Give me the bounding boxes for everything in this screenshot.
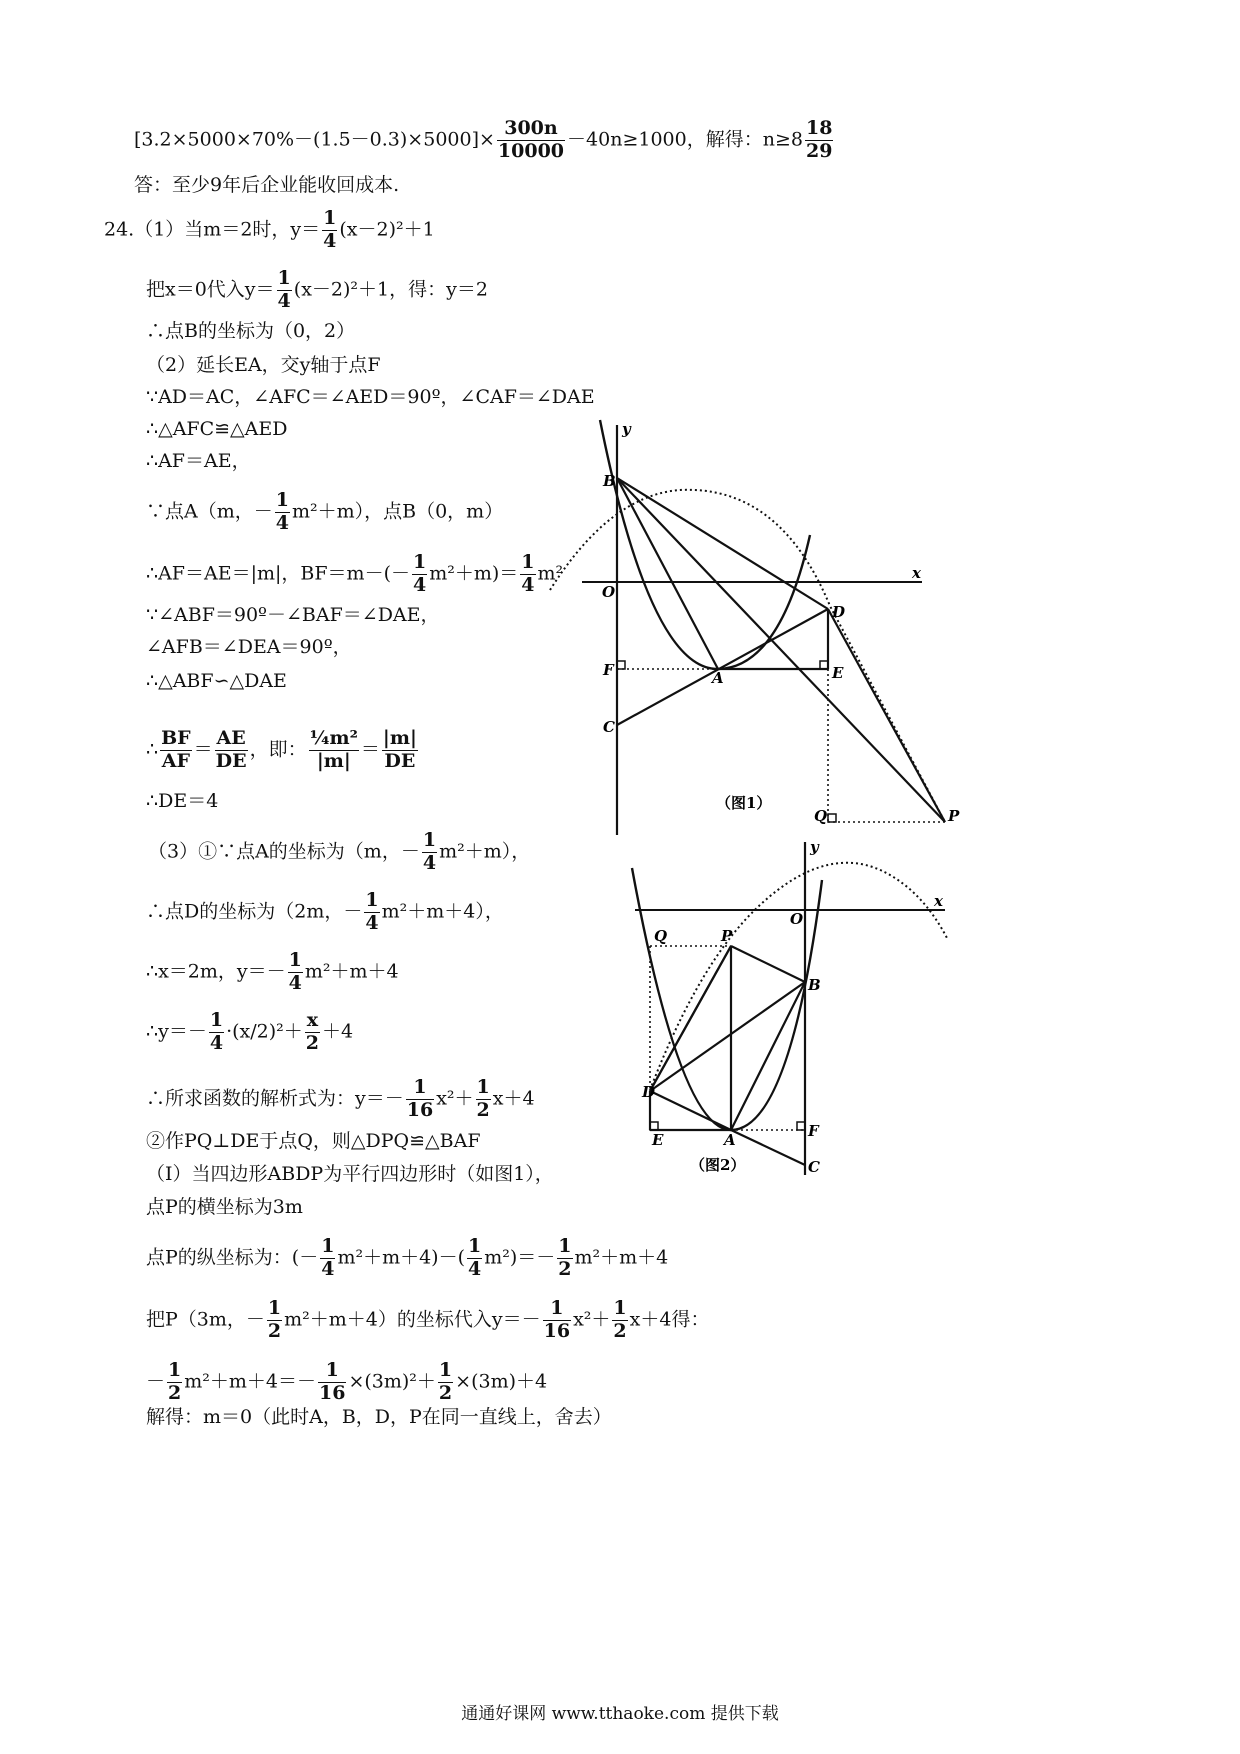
text-segment: m²＋m＋4 <box>304 960 399 983</box>
text-segment: ＝ <box>193 738 213 761</box>
fraction <box>497 118 565 163</box>
svg-text:F: F <box>808 1122 819 1140</box>
svg-text:O: O <box>790 910 804 928</box>
svg-text:（图2）: （图2） <box>690 1156 746 1174</box>
numerator: 1 <box>476 1076 490 1098</box>
denominator: 2 <box>613 1319 627 1342</box>
text-line: ∴△AFC≌△AED <box>146 418 288 440</box>
text-line <box>146 890 504 935</box>
denominator: 2 <box>305 1031 319 1054</box>
denominator: 2 <box>558 1257 572 1280</box>
page-footer: 通通好课网 www.tthaoke.com 提供下载 <box>461 1704 779 1724</box>
fraction <box>309 728 359 773</box>
text-segment: x＋4得： <box>629 1308 710 1331</box>
text-line: ∴DE＝4 <box>146 790 219 812</box>
denominator: DE <box>215 749 247 772</box>
numerator: 1 <box>468 1235 482 1257</box>
text-line <box>146 552 563 597</box>
svg-text:O: O <box>602 583 616 601</box>
text-line: （Ⅰ）当四边形ABDP为平行四边形时（如图1）， <box>146 1163 554 1185</box>
fraction <box>160 728 192 773</box>
text-segment: －40n≥1000，解得：n≥8 <box>567 128 803 151</box>
svg-text:C: C <box>603 718 615 736</box>
numerator: 1 <box>267 1297 282 1319</box>
denominator: 4 <box>521 573 535 596</box>
svg-text:E: E <box>652 1131 664 1149</box>
svg-text:P: P <box>948 807 960 825</box>
numerator: 1 <box>323 207 337 229</box>
denominator: 2 <box>438 1381 453 1404</box>
svg-text:E: E <box>832 664 844 682</box>
numerator: 1 <box>209 1009 224 1031</box>
denominator: 4 <box>412 573 427 596</box>
denominator: 2 <box>267 1319 282 1342</box>
text-line: ∵AD＝AC，∠AFC＝∠AED＝90º，∠CAF＝∠DAE <box>146 386 595 408</box>
denominator: 4 <box>209 1031 224 1054</box>
text-segment: ∴AF＝AE＝|m|，BF＝m－(－ <box>146 562 410 585</box>
numerator: 1 <box>412 551 427 573</box>
text-segment: m²＋m＋4＝－ <box>184 1370 316 1393</box>
fraction <box>476 1077 491 1122</box>
fraction <box>543 1298 571 1343</box>
text-line <box>148 830 530 875</box>
figure-2 <box>625 835 955 1176</box>
denominator: DE <box>384 749 416 772</box>
numerator: 18 <box>805 117 833 139</box>
fraction <box>467 1236 482 1281</box>
text-segment: x²＋ <box>573 1308 611 1331</box>
text-line <box>146 950 399 995</box>
fraction <box>277 268 292 313</box>
text-line: ②作PQ⊥DE于点Q，则△DPQ≌△BAF <box>146 1130 481 1152</box>
fraction <box>215 728 248 773</box>
text-line: （2）延长EA，交y轴于点F <box>146 354 381 376</box>
fraction <box>520 552 535 597</box>
fraction <box>412 552 427 597</box>
denominator: 16 <box>319 1381 346 1404</box>
denominator: 2 <box>168 1381 182 1404</box>
denominator: AF <box>161 749 190 772</box>
text-segment: ∴点D的坐标为（2m，－ <box>146 900 363 923</box>
text-line: ∴△ABF∽△DAE <box>146 670 287 692</box>
text-segment: 把P（3m，－ <box>146 1308 265 1331</box>
fraction <box>275 490 290 535</box>
denominator: 16 <box>543 1319 571 1342</box>
text-segment: x²＋ <box>436 1087 474 1110</box>
text-segment: m²＋m＋4）， <box>381 900 504 923</box>
text-segment: 点P的纵坐标为：(－ <box>146 1246 319 1269</box>
text-segment: m²＋m)＝ <box>429 562 519 585</box>
text-segment: ＝ <box>360 738 380 761</box>
denominator: 4 <box>365 911 379 934</box>
svg-text:F: F <box>603 661 614 679</box>
fraction <box>267 1298 282 1343</box>
text-segment: ·(x/2)²＋ <box>226 1020 303 1043</box>
numerator: AE <box>216 727 246 749</box>
denominator: 16 <box>406 1098 434 1121</box>
svg-text:C: C <box>808 1158 820 1176</box>
numerator: 1 <box>318 1360 346 1383</box>
text-segment: ×(3m)²＋ <box>348 1370 436 1393</box>
text-segment: ∴x＝2m，y＝－ <box>146 960 286 983</box>
svg-text:B: B <box>603 472 616 490</box>
numerator: |m| <box>382 727 417 749</box>
text-segment: － <box>146 1370 166 1393</box>
text-segment: (x－2)²＋1 <box>339 218 435 241</box>
denominator: 4 <box>321 1257 335 1280</box>
numerator: 1 <box>275 489 289 511</box>
text-line: ∴点B的坐标为（0，2） <box>146 320 356 342</box>
fraction <box>288 950 303 995</box>
numerator: 1 <box>321 1235 335 1257</box>
numerator: 1 <box>543 1298 571 1321</box>
fraction <box>438 1360 453 1405</box>
text-segment: x＋4 <box>492 1087 535 1110</box>
text-line <box>146 1298 709 1343</box>
text-line <box>104 208 435 253</box>
text-segment: m²＋m＋4）的坐标代入y＝－ <box>284 1308 541 1331</box>
text-segment: ∵点A（m，－ <box>146 500 273 523</box>
text-line: 点P的横坐标为3m <box>146 1196 303 1218</box>
text-line: 答：至少9年后企业能收回成本. <box>134 174 400 196</box>
fraction <box>406 1077 434 1122</box>
text-segment: ，即： <box>249 738 307 761</box>
text-segment: 24.（1）当m＝2时，y＝ <box>104 218 321 241</box>
numerator: 1 <box>422 829 437 851</box>
denominator: 29 <box>805 139 833 162</box>
svg-text:（图1）: （图1） <box>716 794 772 812</box>
numerator: 1 <box>406 1077 434 1100</box>
svg-text:Q: Q <box>654 927 668 945</box>
text-line: ∵∠ABF＝90º－∠BAF＝∠DAE， <box>146 604 440 626</box>
numerator: 1 <box>365 889 379 911</box>
text-line <box>146 1236 668 1281</box>
svg-text:B: B <box>808 976 821 994</box>
denominator: 4 <box>422 851 437 874</box>
numerator: 1 <box>288 949 302 971</box>
numerator: 1 <box>168 1359 182 1381</box>
numerator: 1 <box>277 267 291 289</box>
denominator: 2 <box>476 1098 490 1121</box>
fraction <box>612 1298 627 1343</box>
text-line <box>146 268 488 313</box>
denominator: 4 <box>468 1257 482 1280</box>
svg-text:A: A <box>712 669 724 687</box>
numerator: ¼m² <box>309 727 358 749</box>
text-segment: ∴所求函数的解析式为：y＝－ <box>146 1087 404 1110</box>
numerator: 1 <box>613 1297 627 1319</box>
svg-text:D: D <box>642 1083 656 1101</box>
svg-text:D: D <box>832 603 846 621</box>
svg-text:P: P <box>721 927 733 945</box>
numerator: 1 <box>438 1359 453 1381</box>
text-line <box>146 1360 547 1405</box>
denominator: 10000 <box>497 139 565 162</box>
text-segment: m² <box>537 562 564 585</box>
fraction <box>382 728 418 773</box>
denominator: 4 <box>288 971 302 994</box>
fraction <box>322 208 337 253</box>
text-line <box>146 1010 353 1055</box>
fraction <box>364 890 379 935</box>
text-line <box>134 118 835 163</box>
fraction <box>557 1236 572 1281</box>
numerator: BF <box>161 727 191 749</box>
svg-text:y: y <box>622 420 631 438</box>
text-segment: ∴y＝－ <box>146 1020 207 1043</box>
text-segment: [3.2×5000×70%－(1.5－0.3)×5000]× <box>134 128 495 151</box>
svg-text:Q: Q <box>814 807 828 825</box>
text-line <box>146 490 503 535</box>
text-segment: （3）①∵点A的坐标为（m，－ <box>148 840 420 863</box>
fraction <box>422 830 437 875</box>
svg-text:y: y <box>810 838 819 856</box>
numerator: 1 <box>521 551 535 573</box>
text-segment: ＋4 <box>321 1020 354 1043</box>
text-segment: m²)＝－ <box>484 1246 556 1269</box>
svg-text:A: A <box>724 1131 736 1149</box>
text-line: ∴AF＝AE， <box>146 450 251 472</box>
figure-1 <box>580 420 980 850</box>
text-segment: m²＋m）， <box>439 840 531 863</box>
text-segment: (x－2)²＋1，得：y＝2 <box>293 278 488 301</box>
numerator: x <box>306 1009 319 1031</box>
text-segment: m²＋m＋4 <box>574 1246 669 1269</box>
text-segment: 把x＝0代入y＝ <box>146 278 275 301</box>
text-segment: m²＋m＋4)－( <box>337 1246 466 1269</box>
denominator: 4 <box>275 511 289 534</box>
text-line: ∠AFB＝∠DEA＝90º， <box>146 636 352 658</box>
text-line <box>146 1077 535 1122</box>
fraction <box>209 1010 224 1055</box>
numerator: 1 <box>558 1235 572 1257</box>
denominator: 4 <box>323 229 337 252</box>
fraction <box>305 1010 320 1055</box>
fraction <box>167 1360 182 1405</box>
text-segment: ∴ <box>146 738 159 761</box>
text-segment: m²＋m），点B（0，m） <box>291 500 504 523</box>
denominator: |m| <box>316 749 351 772</box>
numerator: 300n <box>497 118 565 141</box>
fraction <box>805 118 833 163</box>
fraction <box>318 1360 346 1405</box>
fraction <box>320 1236 335 1281</box>
denominator: 4 <box>277 289 291 312</box>
svg-text:x: x <box>934 892 943 910</box>
text-line: 解得：m＝0（此时A，B，D，P在同一直线上，舍去） <box>146 1406 612 1428</box>
text-line <box>146 728 420 773</box>
text-segment: ×(3m)＋4 <box>455 1370 548 1393</box>
svg-text:x: x <box>912 564 921 582</box>
